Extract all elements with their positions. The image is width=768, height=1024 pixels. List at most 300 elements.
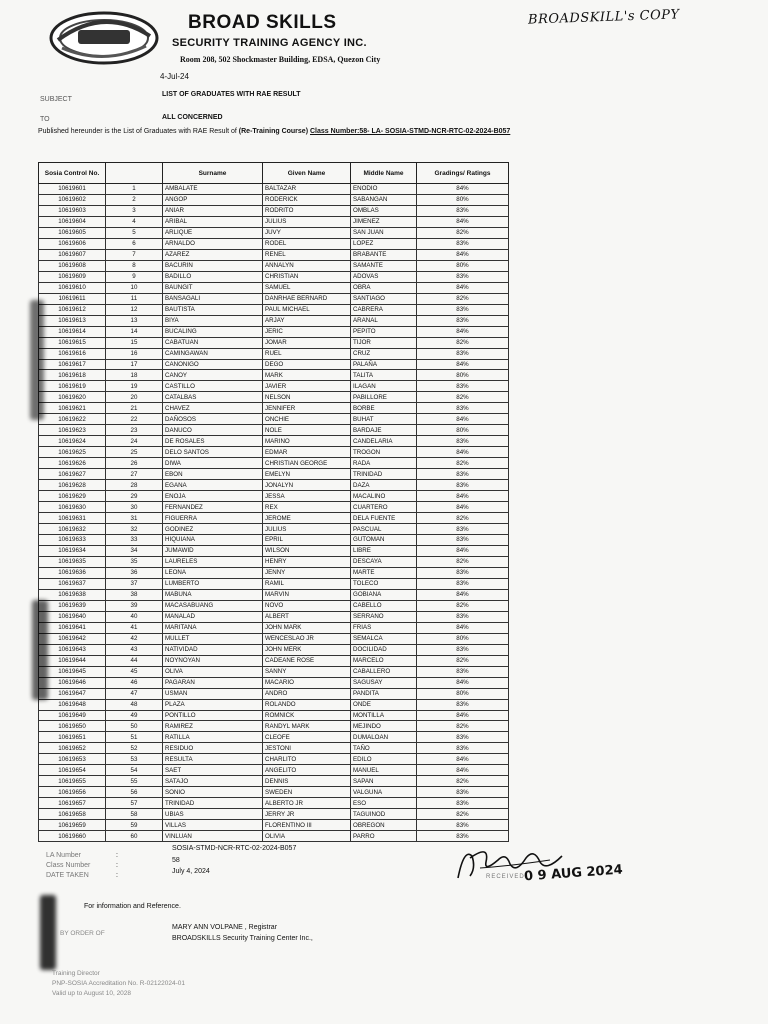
table-row xyxy=(39,348,509,359)
given-name-cell: JULIUS xyxy=(263,216,351,227)
middle-name-cell: MACALINO xyxy=(351,491,417,502)
row-number-cell: 32 xyxy=(106,524,163,535)
row-number-cell: 35 xyxy=(106,556,163,567)
sosia-control-cell: 10619654 xyxy=(39,765,106,776)
sosia-control-cell: 10619618 xyxy=(39,370,106,381)
grading-cell: 83% xyxy=(417,787,509,798)
surname-cell: CANONIGO xyxy=(163,359,263,370)
middle-name-cell: SAPAN xyxy=(351,776,417,787)
middle-name-cell: CABALLERO xyxy=(351,666,417,677)
sosia-control-cell: 10619607 xyxy=(39,249,106,260)
row-number-cell: 18 xyxy=(106,370,163,381)
middle-name-cell: SERRANO xyxy=(351,611,417,622)
surname-cell: NOYNOYAN xyxy=(163,655,263,666)
given-name-cell: REX xyxy=(263,502,351,513)
memo-date: 4-Jul-24 xyxy=(160,72,189,81)
middle-name-cell: SEMALCA xyxy=(351,633,417,644)
table-row xyxy=(39,776,509,787)
table-row xyxy=(39,556,509,567)
row-number-cell: 27 xyxy=(106,469,163,480)
given-name-cell: RODEL xyxy=(263,238,351,249)
row-number-cell: 16 xyxy=(106,348,163,359)
row-number-cell: 46 xyxy=(106,677,163,688)
col-sosia-control: Sosia Control No. xyxy=(39,163,106,184)
sosia-control-cell: 10619603 xyxy=(39,205,106,216)
middle-name-cell: ESO xyxy=(351,798,417,809)
given-name-cell: ARJAY xyxy=(263,315,351,326)
grading-cell: 80% xyxy=(417,688,509,699)
row-number-cell: 22 xyxy=(106,414,163,425)
table-row xyxy=(39,403,509,414)
middle-name-cell: PEPITO xyxy=(351,326,417,337)
middle-name-cell: BRABANTE xyxy=(351,249,417,260)
row-number-cell: 59 xyxy=(106,820,163,831)
table-row xyxy=(39,216,509,227)
intro-paragraph xyxy=(38,127,518,137)
middle-name-cell: DOCILIDAD xyxy=(351,644,417,655)
sosia-control-cell: 10619633 xyxy=(39,535,106,546)
sosia-control-cell: 10619623 xyxy=(39,425,106,436)
middle-name-cell: MARCELO xyxy=(351,655,417,666)
row-number-cell: 40 xyxy=(106,611,163,622)
sosia-control-cell: 10619617 xyxy=(39,359,106,370)
given-name-cell: MARK xyxy=(263,370,351,381)
table-row xyxy=(39,370,509,381)
sosia-control-cell: 10619660 xyxy=(39,831,106,842)
row-number-cell: 12 xyxy=(106,304,163,315)
grading-cell: 84% xyxy=(417,282,509,293)
given-name-cell: ALBERT xyxy=(263,611,351,622)
sosia-control-cell: 10619631 xyxy=(39,513,106,524)
row-number-cell: 28 xyxy=(106,480,163,491)
surname-cell: CANOY xyxy=(163,370,263,381)
grading-cell: 82% xyxy=(417,513,509,524)
sosia-control-cell: 10619657 xyxy=(39,798,106,809)
given-name-cell: JUVY xyxy=(263,227,351,238)
given-name-cell: JOHN MARK xyxy=(263,622,351,633)
given-name-cell: RODRITO xyxy=(263,205,351,216)
scan-smudge xyxy=(32,600,48,700)
surname-cell: PLAZA xyxy=(163,699,263,710)
surname-cell: RESIDUO xyxy=(163,743,263,754)
grading-cell: 84% xyxy=(417,447,509,458)
grading-cell: 83% xyxy=(417,480,509,491)
surname-cell: MANALAD xyxy=(163,611,263,622)
table-row xyxy=(39,633,509,644)
sosia-control-cell: 10619651 xyxy=(39,732,106,743)
row-number-cell: 60 xyxy=(106,831,163,842)
sosia-control-cell: 10619653 xyxy=(39,754,106,765)
sosia-control-cell: 10619639 xyxy=(39,600,106,611)
row-number-cell: 29 xyxy=(106,491,163,502)
surname-cell: RAMIREZ xyxy=(163,721,263,732)
surname-cell: SATAJO xyxy=(163,776,263,787)
surname-cell: VINLUAN xyxy=(163,831,263,842)
table-row xyxy=(39,831,509,842)
sosia-control-cell: 10619630 xyxy=(39,502,106,513)
surname-cell: LAURELES xyxy=(163,556,263,567)
given-name-cell: JESSA xyxy=(263,491,351,502)
middle-name-cell: ADOVAS xyxy=(351,271,417,282)
grading-cell: 84% xyxy=(417,710,509,721)
table-row xyxy=(39,611,509,622)
grading-cell: 83% xyxy=(417,315,509,326)
row-number-cell: 48 xyxy=(106,699,163,710)
given-name-cell: CLEOFE xyxy=(263,732,351,743)
grading-cell: 83% xyxy=(417,578,509,589)
sosia-control-cell: 10619646 xyxy=(39,677,106,688)
given-name-cell: ANNALYN xyxy=(263,260,351,271)
table-row xyxy=(39,743,509,754)
sosia-control-cell: 10619609 xyxy=(39,271,106,282)
grading-cell: 82% xyxy=(417,556,509,567)
surname-cell: USMAN xyxy=(163,688,263,699)
row-number-cell: 33 xyxy=(106,535,163,546)
middle-name-cell: SABANGAN xyxy=(351,194,417,205)
surname-cell: LEONA xyxy=(163,567,263,578)
table-row xyxy=(39,184,509,195)
row-number-cell: 9 xyxy=(106,271,163,282)
given-name-cell: RANDYL MARK xyxy=(263,721,351,732)
sosia-control-cell: 10619604 xyxy=(39,216,106,227)
grading-cell: 83% xyxy=(417,348,509,359)
given-name-cell: SWEDEN xyxy=(263,787,351,798)
sosia-control-cell: 10619636 xyxy=(39,567,106,578)
table-row xyxy=(39,600,509,611)
grading-cell: 83% xyxy=(417,524,509,535)
grading-cell: 83% xyxy=(417,436,509,447)
sosia-control-cell: 10619632 xyxy=(39,524,106,535)
middle-name-cell: MARTE xyxy=(351,567,417,578)
row-number-cell: 6 xyxy=(106,238,163,249)
middle-name-cell: PANDITA xyxy=(351,688,417,699)
sosia-control-cell: 10619655 xyxy=(39,776,106,787)
table-row xyxy=(39,699,509,710)
table-row xyxy=(39,381,509,392)
row-number-cell: 1 xyxy=(106,184,163,195)
sosia-control-cell: 10619649 xyxy=(39,710,106,721)
surname-cell: SAET xyxy=(163,765,263,776)
table-row xyxy=(39,644,509,655)
row-number-cell: 34 xyxy=(106,545,163,556)
table-row xyxy=(39,238,509,249)
sosia-control-cell: 10619622 xyxy=(39,414,106,425)
row-number-cell: 26 xyxy=(106,458,163,469)
grading-cell: 84% xyxy=(417,589,509,600)
date-taken-value: July 4, 2024 xyxy=(172,868,210,875)
row-number-cell: 47 xyxy=(106,688,163,699)
sosia-control-cell: 10619641 xyxy=(39,622,106,633)
given-name-cell: EMELYN xyxy=(263,469,351,480)
grading-cell: 83% xyxy=(417,304,509,315)
surname-cell: MARITANA xyxy=(163,622,263,633)
sosia-control-cell: 10619650 xyxy=(39,721,106,732)
given-name-cell: EPRIL xyxy=(263,535,351,546)
surname-cell: DELO SANTOS xyxy=(163,447,263,458)
subject-label: SUBJECT xyxy=(40,96,72,103)
surname-cell: BAUNGIT xyxy=(163,282,263,293)
grading-cell: 84% xyxy=(417,545,509,556)
grading-cell: 83% xyxy=(417,535,509,546)
table-row xyxy=(39,458,509,469)
sosia-control-cell: 10619606 xyxy=(39,238,106,249)
row-number-cell: 15 xyxy=(106,337,163,348)
table-row xyxy=(39,787,509,798)
grading-cell: 84% xyxy=(417,359,509,370)
row-number-cell: 8 xyxy=(106,260,163,271)
table-row xyxy=(39,524,509,535)
row-number-cell: 4 xyxy=(106,216,163,227)
given-name-cell: ONCHIE xyxy=(263,414,351,425)
middle-name-cell: BUHAT xyxy=(351,414,417,425)
col-given-name: Given Name xyxy=(263,163,351,184)
grading-cell: 84% xyxy=(417,326,509,337)
grading-cell: 83% xyxy=(417,699,509,710)
row-number-cell: 17 xyxy=(106,359,163,370)
middle-name-cell: ONDE xyxy=(351,699,417,710)
given-name-cell: MARVIN xyxy=(263,589,351,600)
middle-name-cell: OBREGON xyxy=(351,820,417,831)
given-name-cell: JENNY xyxy=(263,567,351,578)
sosia-control-cell: 10619647 xyxy=(39,688,106,699)
to-value: ALL CONCERNED xyxy=(162,114,223,121)
row-number-cell: 53 xyxy=(106,754,163,765)
surname-cell: BANSAGALI xyxy=(163,293,263,304)
surname-cell: CAMINGAWAN xyxy=(163,348,263,359)
surname-cell: BACURIN xyxy=(163,260,263,271)
given-name-cell: RAMIL xyxy=(263,578,351,589)
given-name-cell: HENRY xyxy=(263,556,351,567)
middle-name-cell: MONTILLA xyxy=(351,710,417,721)
surname-cell: CHAVEZ xyxy=(163,403,263,414)
surname-cell: NATIVIDAD xyxy=(163,644,263,655)
la-number-label: LA Number xyxy=(46,852,82,859)
surname-cell: PAGARAN xyxy=(163,677,263,688)
surname-cell: CATALBAS xyxy=(163,392,263,403)
given-name-cell: JERRY JR xyxy=(263,809,351,820)
sosia-control-cell: 10619648 xyxy=(39,699,106,710)
row-number-cell: 49 xyxy=(106,710,163,721)
given-name-cell: JOMAR xyxy=(263,337,351,348)
table-row xyxy=(39,502,509,513)
table-row xyxy=(39,194,509,205)
company-subtitle: SECURITY TRAINING AGENCY INC. xyxy=(172,37,367,49)
accreditation-number: PNP-SOSIA Accreditation No. R-02122024-01 xyxy=(52,980,185,987)
sosia-control-cell: 10619610 xyxy=(39,282,106,293)
sosia-control-cell: 10619608 xyxy=(39,260,106,271)
surname-cell: UBIAS xyxy=(163,809,263,820)
middle-name-cell: OMBLAS xyxy=(351,205,417,216)
sosia-control-cell: 10619635 xyxy=(39,556,106,567)
grading-cell: 82% xyxy=(417,293,509,304)
table-row xyxy=(39,304,509,315)
colon: : xyxy=(116,872,118,879)
scan-smudge xyxy=(30,300,44,420)
sosia-control-cell: 10619634 xyxy=(39,545,106,556)
grading-cell: 82% xyxy=(417,227,509,238)
table-row xyxy=(39,535,509,546)
surname-cell: DE ROSALES xyxy=(163,436,263,447)
sosia-control-cell: 10619611 xyxy=(39,293,106,304)
grading-cell: 83% xyxy=(417,271,509,282)
date-taken-label: DATE TAKEN xyxy=(46,872,89,879)
middle-name-cell: PALAÑA xyxy=(351,359,417,370)
surname-cell: JUMAWID xyxy=(163,545,263,556)
row-number-cell: 24 xyxy=(106,436,163,447)
given-name-cell: MARINO xyxy=(263,436,351,447)
given-name-cell: SANNY xyxy=(263,666,351,677)
grading-cell: 83% xyxy=(417,666,509,677)
grading-cell: 84% xyxy=(417,677,509,688)
sosia-control-cell: 10619629 xyxy=(39,491,106,502)
colon: : xyxy=(116,862,118,869)
row-number-cell: 31 xyxy=(106,513,163,524)
sosia-control-cell: 10619615 xyxy=(39,337,106,348)
grading-cell: 84% xyxy=(417,414,509,425)
row-number-cell: 55 xyxy=(106,776,163,787)
surname-cell: BIYA xyxy=(163,315,263,326)
received-stamp: RECEIVED xyxy=(486,874,525,880)
row-number-cell: 25 xyxy=(106,447,163,458)
grading-cell: 83% xyxy=(417,567,509,578)
given-name-cell: EDMAR xyxy=(263,447,351,458)
sosia-control-cell: 10619645 xyxy=(39,666,106,677)
table-row xyxy=(39,469,509,480)
grading-cell: 84% xyxy=(417,249,509,260)
surname-cell: ARLIQUE xyxy=(163,227,263,238)
sosia-control-cell: 10619614 xyxy=(39,326,106,337)
sosia-control-cell: 10619619 xyxy=(39,381,106,392)
given-name-cell: NOLE xyxy=(263,425,351,436)
grading-cell: 84% xyxy=(417,754,509,765)
given-name-cell: JERIC xyxy=(263,326,351,337)
surname-cell: MABUNA xyxy=(163,589,263,600)
middle-name-cell: TIJOR xyxy=(351,337,417,348)
colon: : xyxy=(116,852,118,859)
row-number-cell: 39 xyxy=(106,600,163,611)
middle-name-cell: DUMALOAN xyxy=(351,732,417,743)
grading-cell: 83% xyxy=(417,205,509,216)
surname-cell: ANIAR xyxy=(163,205,263,216)
given-name-cell: RODERICK xyxy=(263,194,351,205)
given-name-cell: JESTONI xyxy=(263,743,351,754)
middle-name-cell: TAGUINOD xyxy=(351,809,417,820)
surname-cell: SONIO xyxy=(163,787,263,798)
row-number-cell: 5 xyxy=(106,227,163,238)
given-name-cell: ROLANDO xyxy=(263,699,351,710)
given-name-cell: RUEL xyxy=(263,348,351,359)
table-row xyxy=(39,721,509,732)
training-director: Training Director xyxy=(52,970,100,977)
given-name-cell: WENCESLAO JR xyxy=(263,633,351,644)
grading-cell: 84% xyxy=(417,216,509,227)
table-row xyxy=(39,578,509,589)
row-number-cell: 42 xyxy=(106,633,163,644)
col-middle-name: Middle Name xyxy=(351,163,417,184)
surname-cell: OLIVA xyxy=(163,666,263,677)
table-row xyxy=(39,688,509,699)
given-name-cell: JOHN MERK xyxy=(263,644,351,655)
registrar-name: MARY ANN VOLPANE , Registrar xyxy=(172,924,278,931)
table-row xyxy=(39,315,509,326)
middle-name-cell: MEJINDO xyxy=(351,721,417,732)
la-number-value: SOSIA-STMD-NCR-RTC-02-2024-B057 xyxy=(172,845,297,852)
grading-cell: 82% xyxy=(417,600,509,611)
surname-cell: EBON xyxy=(163,469,263,480)
grading-cell: 83% xyxy=(417,820,509,831)
row-number-cell: 21 xyxy=(106,403,163,414)
given-name-cell: CADEANE ROSE xyxy=(263,655,351,666)
received-date: 0 9 AUG 2024 xyxy=(523,862,624,885)
table-row xyxy=(39,567,509,578)
middle-name-cell: RADA xyxy=(351,458,417,469)
row-number-cell: 56 xyxy=(106,787,163,798)
given-name-cell: DANRHAE BERNARD xyxy=(263,293,351,304)
graduates-table xyxy=(38,162,509,842)
middle-name-cell: FRIAS xyxy=(351,622,417,633)
class-number-label: Class Number xyxy=(46,862,91,869)
surname-cell: TRINIDAD xyxy=(163,798,263,809)
middle-name-cell: ENODIO xyxy=(351,184,417,195)
surname-cell: FERNANDEZ xyxy=(163,502,263,513)
given-name-cell: PAUL MICHAEL xyxy=(263,304,351,315)
middle-name-cell: PABILLORE xyxy=(351,392,417,403)
given-name-cell: CHRISTIAN xyxy=(263,271,351,282)
given-name-cell: OLIVIA xyxy=(263,831,351,842)
table-row xyxy=(39,809,509,820)
given-name-cell: BALTAZAR xyxy=(263,184,351,195)
middle-name-cell: GOBIANA xyxy=(351,589,417,600)
table-row xyxy=(39,227,509,238)
surname-cell: ANGOP xyxy=(163,194,263,205)
company-address: Room 208, 502 Shockmaster Building, EDSA, Quezon City xyxy=(180,55,381,64)
company-name: BROAD SKILLS xyxy=(188,12,337,33)
grading-cell: 84% xyxy=(417,184,509,195)
table-header-row xyxy=(39,163,509,184)
table-row xyxy=(39,205,509,216)
table-row xyxy=(39,798,509,809)
grading-cell: 82% xyxy=(417,721,509,732)
table-row xyxy=(39,392,509,403)
surname-cell: AMBALATE xyxy=(163,184,263,195)
middle-name-cell: TRINIDAD xyxy=(351,469,417,480)
given-name-cell: WILSON xyxy=(263,545,351,556)
table-row xyxy=(39,513,509,524)
row-number-cell: 51 xyxy=(106,732,163,743)
middle-name-cell: BARDAJE xyxy=(351,425,417,436)
surname-cell: BAUTISTA xyxy=(163,304,263,315)
sosia-control-cell: 10619644 xyxy=(39,655,106,666)
grading-cell: 83% xyxy=(417,403,509,414)
middle-name-cell: CANDELARIA xyxy=(351,436,417,447)
middle-name-cell: SANTIAGO xyxy=(351,293,417,304)
grading-cell: 84% xyxy=(417,491,509,502)
table-row xyxy=(39,447,509,458)
row-number-cell: 7 xyxy=(106,249,163,260)
grading-cell: 83% xyxy=(417,469,509,480)
table-row xyxy=(39,293,509,304)
given-name-cell: RENEL xyxy=(263,249,351,260)
col-grading: Gradings/ Ratings xyxy=(417,163,509,184)
given-name-cell: CHARLITO xyxy=(263,754,351,765)
table-row xyxy=(39,271,509,282)
grading-cell: 80% xyxy=(417,370,509,381)
grading-cell: 80% xyxy=(417,633,509,644)
sosia-control-cell: 10619637 xyxy=(39,578,106,589)
given-name-cell: JULIUS xyxy=(263,524,351,535)
middle-name-cell: CABELLO xyxy=(351,600,417,611)
surname-cell: HIQUIANA xyxy=(163,535,263,546)
